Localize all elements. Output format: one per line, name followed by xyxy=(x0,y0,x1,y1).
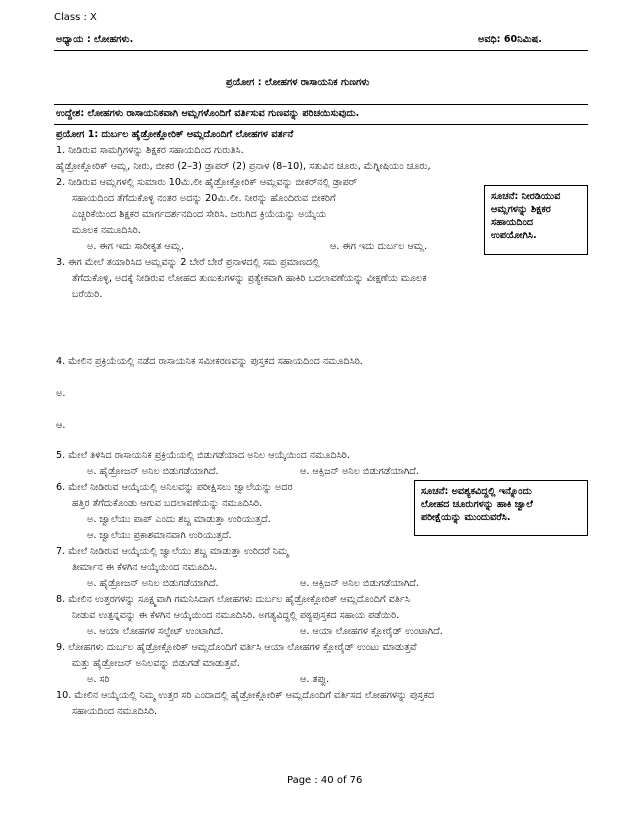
objective-bottom-rule xyxy=(54,124,588,125)
note-box-2-line-3: ಪರೀಕ್ಷೆಯನ್ನು ಮುಂದುವರೆಸಿ. xyxy=(421,512,511,523)
item-10-line-2: ಸಹಾಯದಿಂದ ನಮೂದಿಸಿರಿ. xyxy=(72,706,158,717)
item-9-option-a: ಅ. ಸರಿ xyxy=(87,674,110,685)
item-10-line-1: 10. ಮೇಲಿನ ಆಯ್ಕೆಯಲ್ಲಿ ನಿಮ್ಮ ಉತ್ತರ ಸರಿ ಎಂದಾದಲ್ಲಿ ಹೈಡ್ರೋಕ್ಲೋರಿಕ್ ಆಮ್ಲದೊಂದಿಗೆ ವರ್ತಿಸದ ಲೋಹಗಳನ್ನು ಪುಸ್ತಕದ xyxy=(56,690,435,701)
item-4-option-b: ಆ. xyxy=(56,420,66,431)
header-rule xyxy=(54,50,588,51)
item-2-option-a: ಅ. ಈಗ ಇದು ಸಾರೀಕೃತ ಆಮ್ಲ. xyxy=(87,241,185,252)
item-7-line-2: ತೀರ್ಮಾನ ಈ ಕೆಳಗಿನ ಆಯ್ಕೆಯಿಂದ ನಮೂದಿಸಿ. xyxy=(72,562,218,573)
item-6-option-a: ಅ. ಜ್ವಾಲೆಯು ಪಾಪ್ ಎಂದು ಶಬ್ದ ಮಾಡುತ್ತಾ ಉರಿಯುತ್ತದೆ. xyxy=(87,514,271,525)
item-3-line-2: ತೆಗೆದುಕೊಳ್ಳಿ, ಅದಕ್ಕೆ ನೀಡಿರುವ ಲೋಹದ ತುಣುಕುಗಳನ್ನು ಪ್ರತ್ಯೇಕವಾಗಿ ಹಾಕಿರಿ ಬದಲಾವಣೆಯನ್ನು ವೀಕ್ಷಣೆಯ ಮೂಲಕ xyxy=(72,273,427,284)
note-box-flame-test xyxy=(414,480,588,536)
item-9-line-1: 9. ಲೋಹಗಳು ದುರ್ಬಲ ಹೈಡ್ರೋಕ್ಲೋರಿಕ್ ಆಮ್ಲದೊಂದಿಗೆ ವರ್ತಿಸಿ ಆಯಾ ಲೋಹಗಳ ಕ್ಲೋರೈಡ್ ಉಂಟು ಮಾಡುತ್ತವೆ xyxy=(56,642,417,653)
item-8-line-2: ನೀಡುವ ಉತ್ಪನ್ನವನ್ನು ಈ ಕೆಳಗಿನ ಆಯ್ಕೆಯಿಂದ ನಮೂದಿಸಿರಿ. ಅಗತ್ಯವಿದ್ದಲ್ಲಿ ಪಠ್ಯಪುಸ್ತಕದ ಸಹಾಯ ಪಡೆಯಿರಿ. xyxy=(72,610,400,621)
item-6-line-1: 6. ಮೇಲೆ ನೀಡಿರುವ ಆಯ್ಕೆಯಲ್ಲಿ ಅನಿಲವನ್ನು ಪರೀಕ್ಷಿಸಲು ಜ್ವಾಲೆಯನ್ನು ಅದರ xyxy=(56,482,293,493)
duration-label: ಅವಧಿ: 60ನಿಮಿಷ. xyxy=(478,34,542,45)
chapter-title: ಅಧ್ಯಾಯ : ಲೋಹಗಳು. xyxy=(56,34,134,45)
item-9-line-2: ಮತ್ತು ಹೈಡ್ರೋಜನ್ ಅನಿಲವನ್ನು ಬಿಡುಗಡೆ ಮಾಡುತ್ತವೆ. xyxy=(72,658,240,669)
item-2-option-b: ಆ. ಈಗ ಇದು ದುರ್ಬಲ ಆಮ್ಲ. xyxy=(330,241,428,252)
materials-list: ಹೈಡ್ರೋಕ್ಲೋರಿಕ್ ಆಮ್ಲ, ನೀರು, ಬೀಕರ (2–3) ಡ್ರಾಪರ್ (2) ಪ್ರನಾಳ (8–10), ಸತುವಿನ ಚೂರು, ಮೆಗ್ನೀಷಿಯಂ ಚೂರು, xyxy=(56,161,431,172)
item-2-line-2: ಸಹಾಯದಿಂದ ತೆಗೆದುಕೊಳ್ಳಿ ನಂತರ ಅದನ್ನು 20ಮಿ.ಲೀ. ನೀರನ್ನು ಹೊಂದಿರುವ ಬೀಕರಿಗೆ xyxy=(72,193,336,204)
item-6-line-2: ಹತ್ತಿರ ತೆಗೆದುಕೊಂಡು ಆಗುವ ಬದಲಾವಣೆಯನ್ನು ನಮೂದಿಸಿರಿ. xyxy=(72,498,263,509)
item-9-option-b: ಆ. ತಪ್ಪು. xyxy=(300,674,330,685)
item-8-line-1: 8. ಮೇಲಿನ ಉತ್ತರಗಳನ್ನು ಸೂಕ್ಷ್ಮವಾಗಿ ಗಮನಿಸಿದಾಗ ಲೋಹಗಳು ದುರ್ಬಲ ಹೈಡ್ರೋಕ್ಲೋರಿಕ್ ಆಮ್ಲದೊಂದಿಗೆ ವರ್ತಿಸಿ xyxy=(56,594,410,605)
objective-top-rule xyxy=(54,104,588,105)
note-box-2-line-1: ಸೂಚನೆ: ಅವಶ್ಯಕವಿದ್ದಲ್ಲಿ ಇನ್ನೊಂದು xyxy=(421,486,532,497)
note-box-2-line-2: ಲೋಹದ ಚೂರುಗಳನ್ನು ಹಾಕಿ ಜ್ವಾಲೆ xyxy=(421,499,533,510)
item-2-line-4: ಮೂಲಕ ನಮೂದಿಸಿರಿ. xyxy=(72,225,141,236)
item-2-line-1: 2. ನೀಡಿರುವ ಆಮ್ಲಗಳಲ್ಲಿ ಸುಮಾರು 10ಮಿ.ಲೀ ಹೈಡ್ರೋಕ್ಲೋರಿಕ್ ಆಮ್ಲವನ್ನು ಬೀಕರ್‌ನಲ್ಲಿ ಡ್ರಾಪರ್ xyxy=(56,177,357,188)
note-box-1-line-1: ಸೂಚನೆ: ನೀರಡಿಯುವ xyxy=(491,191,561,202)
experiment-title: ಪ್ರಯೋಗ : ಲೋಹಗಳ ರಾಸಾಯನಿಕ ಗುಣಗಳು xyxy=(226,77,370,88)
item-5-option-a: ಅ. ಹೈಡ್ರೋಜನ್ ಅನಿಲ ಬಿಡುಗಡೆಯಾಗಿದೆ. xyxy=(87,466,219,477)
item-2-line-3: ಎಚ್ಚರಿಕೆಯಿಂದ ಶಿಕ್ಷಕರ ಮಾರ್ಗದರ್ಶನದಿಂದ ಸೇರಿಸಿ. ಜರುಗಿದ ಕ್ರಿಯೆಯನ್ನು ಅಯ್ಕೆಯ xyxy=(72,209,327,220)
page-number: Page : 40 of 76 xyxy=(287,775,363,786)
note-box-dilute-acid xyxy=(484,185,588,255)
item-7-line-1: 7. ಮೇಲೆ ನೀಡಿರುವ ಆಯ್ಕೆಯಲ್ಲಿ ಜ್ವಾಲೆಯು ಶಬ್ದ ಮಾಡುತ್ತಾ ಉರಿದರೆ ನಿಮ್ಮ xyxy=(56,546,289,557)
item-4-option-a: ಅ. xyxy=(56,388,66,399)
item-8-option-a: ಅ. ಆಯಾ ಲೋಹಗಳ ಸಲ್ಫೇಟ್ ಉಂಟಾಗಿದೆ. xyxy=(87,626,224,637)
item-5: 5. ಮೇಲೆ ತಿಳಿಸಿದ ರಾಸಾಯನಿಕ ಪ್ರಕ್ರಿಯೆಯಲ್ಲಿ ಬಿಡುಗಡೆಯಾದ ಅನಿಲ ಆಯ್ಕೆಯಿಂದ ನಮೂದಿಸಿರಿ. xyxy=(56,450,350,461)
item-5-option-b: ಆ. ಆಕ್ಸಿಜನ್ ಅನಿಲ ಬಿಡುಗಡೆಯಾಗಿದೆ. xyxy=(300,466,419,477)
item-8-option-b: ಆ. ಆಯಾ ಲೋಹಗಳ ಕ್ಲೋರೈಡ್ ಉಂಟಾಗಿದೆ. xyxy=(300,626,443,637)
note-box-1-line-2: ಆಮ್ಲಗಳನ್ನು ಶಿಕ್ಷಕರ xyxy=(491,204,551,215)
item-7-option-a: ಅ. ಹೈಡ್ರೋಜನ್ ಅನಿಲ ಬಿಡುಗಡೆಯಾಗಿದೆ. xyxy=(87,578,219,589)
item-1: 1. ನೀಡಿರುವ ಸಾಮಗ್ರಿಗಳನ್ನು ಶಿಕ್ಷಕರ ಸಹಾಯದಿಂದ ಗುರುತಿಸಿ. xyxy=(56,145,244,156)
objective-text: ಉದ್ದೇಶ: ಲೋಹಗಳು ರಾಸಾಯನಿಕವಾಗಿ ಆಮ್ಲಗಳೊಂದಿಗೆ ವರ್ತಿಸುವ ಗುಣವನ್ನು ಪರಿಚಯಿಸುವುದು. xyxy=(56,108,360,119)
item-3-line-3: ಬರೆಯಿರಿ. xyxy=(72,289,103,300)
note-box-1-line-4: ಉಪಯೋಗಿಸಿ. xyxy=(491,230,537,241)
item-3-line-1: 3. ಈಗ ಮೇಲೆ ತಯಾರಿಸಿದ ಆಮ್ಲವನ್ನು 2 ಬೇರೆ ಬೇರೆ ಪ್ರನಾಳದಲ್ಲಿ ಸಮ ಪ್ರಮಾಣದಲ್ಲಿ xyxy=(56,257,320,268)
class-label: Class : X xyxy=(54,12,97,23)
item-6-option-b: ಆ. ಜ್ವಾಲೆಯು ಪ್ರಕಾಶಮಾನವಾಗಿ ಉರಿಯುತ್ತದೆ. xyxy=(87,530,232,541)
item-4: 4. ಮೇಲಿನ ಪ್ರಕ್ರಿಯೆಯಲ್ಲಿ ನಡೆದ ರಾಸಾಯನಿಕ ಸಮೀಕರಣವನ್ನು ಪುಸ್ತಕದ ಸಹಾಯದಿಂದ ನಮೂದಿಸಿರಿ. xyxy=(56,356,363,367)
item-7-option-b: ಆ. ಆಕ್ಸಿಜನ್ ಅನಿಲ ಬಿಡುಗಡೆಯಾಗಿದೆ. xyxy=(300,578,419,589)
experiment-heading: ಪ್ರಯೋಗ 1: ದುರ್ಬಲ ಹೈಡ್ರೋಕ್ಲೋರಿಕ್ ಆಮ್ಲದೊಂದಿಗೆ ಲೋಹಗಳ ವರ್ತನೆ xyxy=(56,129,294,140)
note-box-1-line-3: ಸಹಾಯದಿಂದ xyxy=(491,217,534,228)
